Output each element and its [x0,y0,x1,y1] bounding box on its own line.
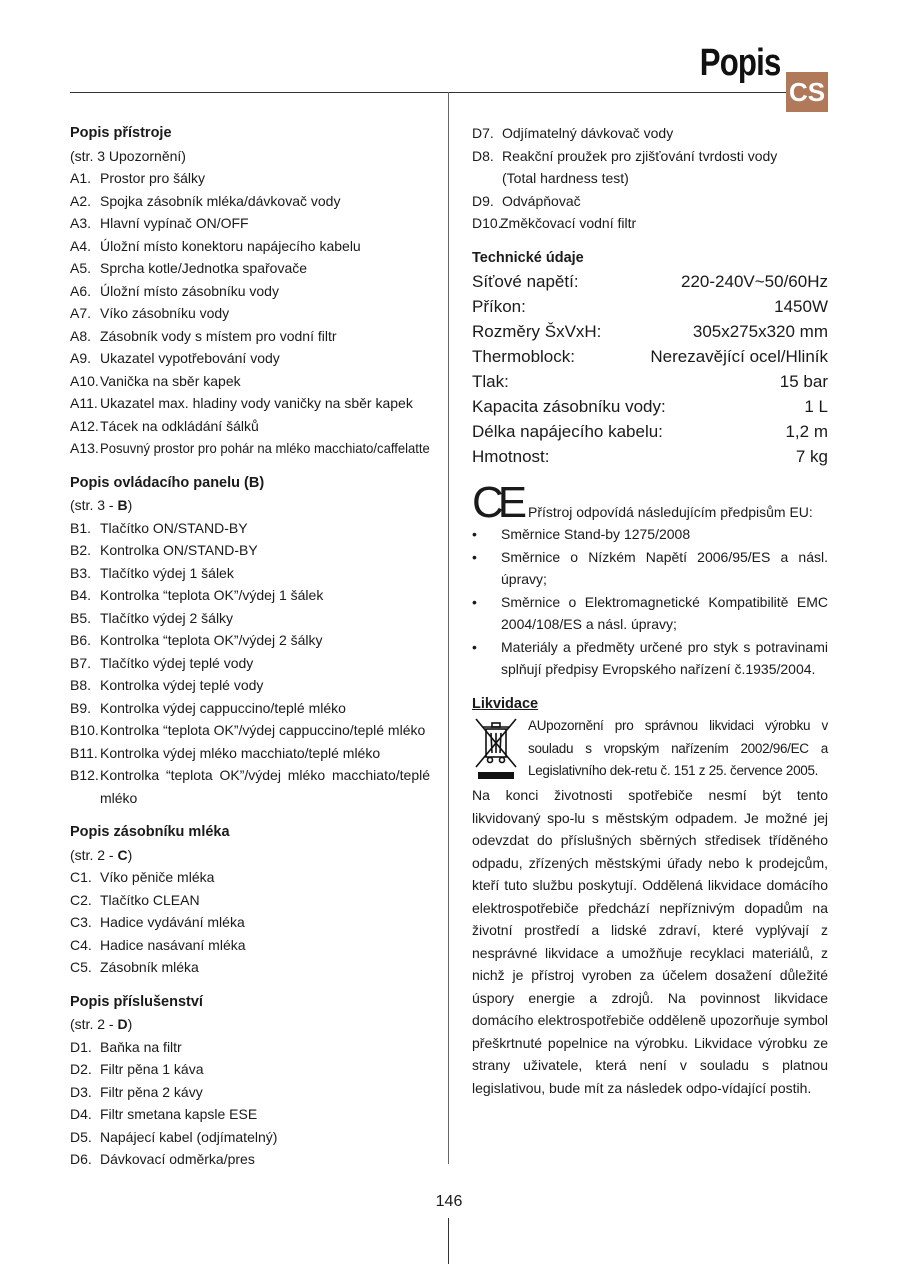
section-ref [70,844,430,867]
item-code: B6. [70,632,92,648]
item-text: Změkčovací vodní filtr [500,215,637,231]
disposal-notice: AUpozornění pro správnou likvidaci výrobku v souladu s vropským nařízením 2002/96/EC a Legislativního dek-retu č. 151 z 25. července 2005. [528,718,828,778]
list-item [70,742,430,765]
list-item [70,934,430,957]
column-divider [448,92,449,1164]
left-column [70,122,430,1171]
item-code: A8. [70,327,92,344]
directive-text: Materiály a předměty určené pro styk s potravinami splňují předpisy Evropského nařízení č.1935/2004. [501,638,828,677]
item-text: Úložní místo konektoru napájecího kabelu [100,237,361,254]
list-item [70,889,430,912]
item-code: D8. [472,147,494,164]
ce-statement [472,478,828,527]
item-code: D6. [70,1151,92,1167]
item-code: C1. [70,869,92,885]
item-code: B8. [70,677,92,693]
item-text: Hlavní vypínač ON/OFF [100,215,249,231]
footer-rule [448,1218,449,1264]
section-heading-milk-container: Popis zásobníku mléka [70,824,230,840]
item-text: Tlačítko výdej teplé vody [100,654,254,671]
list-item [70,235,430,258]
list-item [70,719,430,742]
bullet-icon: • [472,638,477,655]
spec-label: Hmotnost: [472,447,550,466]
item-code: D7. [472,125,494,141]
spec-label: Délka napájecího kabelu: [472,422,663,441]
item-code: D3. [70,1083,92,1100]
item-text: Prostor pro šálky [100,170,206,186]
control-panel-list [70,517,430,765]
item-code: A12. [70,417,99,434]
item-code: A3. [70,215,92,231]
list-item [70,584,430,607]
technical-data-table [472,269,828,469]
spec-row [472,319,828,344]
spec-label: Tlak: [472,372,509,391]
item-text: Tácek na odkládání šálků [100,417,259,434]
item-text: Ukazatel vypotřebování vody [100,350,280,366]
directive-text: Směrnice o Nízkém Napětí 2006/95/ES a násl. úpravy; [501,548,828,587]
item-text: Baňka na filtr [100,1038,182,1055]
spec-label: Kapacita zásobníku vody: [472,397,666,416]
item-code: B12. [70,767,99,783]
item-text: Tlačítko ON/STAND-BY [100,519,248,536]
spec-label: Thermoblock: [472,347,575,366]
spec-value: 1,2 m [785,422,828,441]
item-text [502,145,828,190]
spec-value: 15 bar [779,372,828,391]
list-item [70,257,430,280]
item-code: C4. [70,936,92,953]
ref-suffix: ) [127,497,133,513]
language-badge: CS [786,72,828,112]
list-item [70,347,430,370]
item-code: D5. [70,1128,92,1145]
list-item [70,629,430,652]
item-text: Kontrolka “teplota OK”/výdej cappuccino/teplé mléko [100,722,426,738]
spec-value: Nerezavějící ocel/Hliník [650,347,828,366]
item-code: A9. [70,350,92,366]
ref-letter: C [117,846,128,863]
directive-item [472,546,828,591]
list-item [70,1103,430,1126]
item-code: D10. [472,215,502,231]
spec-label: Příkon: [472,297,526,316]
item-text: Napájecí kabel (odjímatelný) [100,1128,278,1145]
item-text: Spojka zásobník mléka/dávkovač vody [100,192,341,209]
ref-letter: D [117,1016,128,1032]
item-code: A5. [70,260,92,276]
item-code: A13. [70,440,99,456]
list-item [70,517,430,540]
item-text: Sprcha kotle/Jednotka spařovače [100,260,308,276]
item-code: B1. [70,519,92,536]
item-code: A1. [70,170,92,186]
list-item [70,1058,430,1081]
list-item [70,415,430,438]
item-code: B7. [70,654,92,671]
section-ref [70,494,430,517]
item-text: Kontrolka výdej cappuccino/teplé mléko [100,699,346,716]
eu-directives-list [472,523,828,681]
spec-row [472,419,828,444]
item-text: Víko zásobníku vody [100,305,230,321]
list-item [472,122,828,145]
list-item [70,911,430,934]
ref-prefix: (str. 2 - [70,846,118,863]
item-text: Víko pěniče mléka [100,869,215,885]
spec-row [472,444,828,469]
item-code: B3. [70,564,92,581]
item-text: Filtr pěna 1 káva [100,1061,204,1077]
ref-prefix: (str. 2 - [70,1016,118,1032]
spec-value: 7 kg [795,447,828,466]
item-code: A4. [70,237,92,254]
item-text-line: Kontrolka “teplota OK”/výdej mléko macchiato/teplé [100,767,430,783]
spec-value: 1 L [804,397,828,416]
item-code: C3. [70,914,92,930]
section-heading-disposal: Likvidace [472,695,539,712]
accessories-list [70,1036,430,1171]
appliance-parts-list [70,167,430,460]
list-item [70,437,430,460]
section-heading-technical-data: Technické údaje [472,249,584,266]
bullet-icon: • [472,548,477,565]
item-text: Ukazatel max. hladiny vody vaničky na sběr kapek [100,395,413,411]
item-code: B11. [70,744,98,761]
item-code: B10. [70,722,99,738]
item-text: Hadice vydávání mléka [100,914,245,930]
section-heading-accessories: Popis příslušenství [70,993,203,1010]
item-text: Hadice nasávaní mléka [100,936,246,953]
item-text-line: Reakční proužek pro zjišťování tvrdosti vody [502,147,778,164]
item-text: Kontrolka “teplota OK”/výdej 1 šálek [100,587,324,603]
directive-text: Směrnice Stand-by 1275/2008 [501,526,691,542]
item-code: A6. [70,282,92,299]
spec-label: Rozměry ŠxVxH: [472,322,602,341]
page-number: 146 [435,1193,463,1210]
item-code: B4. [70,587,92,603]
ce-intro: Přístroj odpovídá následujícím předpisům EU: [528,504,813,520]
item-text [100,764,430,809]
item-code: A2. [70,192,92,209]
spec-row [472,269,828,294]
directive-text: Směrnice o Elektromagnetické Kompatibilitě EMC 2004/108/ES a násl. úpravy; [501,593,828,632]
right-column [472,122,828,1099]
spec-value: 220-240V~50/60Hz [681,272,828,291]
list-item [70,190,430,213]
section-heading-appliance: Popis přístroje [70,125,172,141]
item-code: C2. [70,891,92,908]
list-item [70,1148,430,1171]
item-code: B9. [70,699,92,716]
directive-item [472,636,828,681]
list-item [70,764,430,809]
list-item [472,145,828,190]
item-code: B2. [70,542,92,558]
list-item [70,1036,430,1059]
item-text: Tlačítko výdej 1 šálek [100,564,234,581]
spec-label: Síťové napětí: [472,272,579,291]
item-code: C5. [70,959,92,975]
ref-suffix: ) [127,846,133,863]
bullet-icon: • [472,593,477,610]
list-item [70,697,430,720]
list-item [70,1081,430,1104]
item-text: Dávkovací odměrka/pres [100,1151,255,1167]
item-text: Odjímatelný dávkovač vody [502,125,674,141]
item-text: Vanička na sběr kapek [100,372,241,389]
weee-crossed-bin-icon [472,715,528,784]
disposal-notice-block [472,715,828,784]
item-code: D4. [70,1106,92,1122]
disposal-body: Na konci životnosti spotřebiče nesmí být tento likvidovaný spo-lu s městským odpadem. Je možné jej odevzdat do příslušných sběrných středisek tříděného odpadu, zřízených městskými úřady nebo k prodejcům, kteří tuto službu poskytují. Oddělená likvidace domácího elektrospotřebiče předchází nepříznivým dopadům na životní prostředí a lidské zdraví, které vyplývají z nesprávné likvidace a umožňuje recyklaci materiálů, z nichž je přístroj vyroben za účelem dosažení důležité úspory energie a zdrojů. Na povinnost likvidace domácího elektrospotřebiče odděleně upozorňuje symbol přeškrtnuté popelnice na výrobku. Likvidace výrobku ze strany uživatele, která není v souladu s platnou legislativou, bude mít za následek odpo-vídající postih. [472,787,828,1096]
item-text: Zásobník vody s místem pro vodní filtr [100,327,337,344]
item-text: Úložní místo zásobníku vody [100,282,279,299]
item-text-continuation: (Total hardness test) [502,170,629,186]
item-text-continuation: mléko [100,789,138,806]
item-code: A10. [70,372,99,389]
item-text: Filtr pěna 2 kávy [100,1083,203,1100]
section-ref [70,1013,430,1036]
list-item [70,652,430,675]
ref-suffix: ) [127,1016,133,1032]
item-code: A11. [70,395,98,411]
spec-row [472,294,828,319]
spec-value: 1450W [774,297,828,316]
item-text: Tlačítko výdej 2 šálky [100,609,234,626]
spec-row [472,394,828,419]
list-item [472,212,828,235]
item-text: Zásobník mléka [100,959,199,975]
item-text: Posuvný prostor pro pohár na mléko macchiato/caffelatte [100,440,430,456]
item-text: Kontrolka výdej teplé vody [100,677,264,693]
ce-mark-icon: CE [472,478,522,527]
directive-item [472,523,828,546]
list-item [70,539,430,562]
list-item [70,392,430,415]
bullet-icon: • [472,526,477,542]
item-text: Odvápňovač [502,192,581,209]
item-code: D2. [70,1061,92,1077]
list-item [70,280,430,303]
list-item [70,1126,430,1149]
spec-row [472,344,828,369]
item-code: D1. [70,1038,92,1055]
list-item [70,956,430,979]
list-item [70,607,430,630]
directive-item [472,591,828,636]
item-text: Kontrolka ON/STAND-BY [100,542,258,558]
list-item [70,167,430,190]
ref-letter: B [117,497,128,513]
header-rule [70,92,786,93]
item-code: D9. [472,192,494,209]
item-text: Filtr smetana kapsle ESE [100,1106,258,1122]
item-code: A7. [70,305,92,321]
section-heading-control-panel: Popis ovládacího panelu (B) [70,474,265,491]
list-item [70,212,430,235]
list-item [70,562,430,585]
list-item [70,674,430,697]
left-column-content [70,122,430,1171]
list-item [472,190,828,213]
list-item [70,370,430,393]
spec-row [472,369,828,394]
item-text: Kontrolka výdej mléko macchiato/teplé mléko [100,744,381,761]
ref-prefix: (str. 3 - [70,497,118,513]
list-item [70,302,430,325]
list-item [70,325,430,348]
milk-container-list [70,866,430,979]
page-title: Popis [699,42,780,84]
list-item [70,866,430,889]
item-text: Kontrolka “teplota OK”/výdej 2 šálky [100,632,323,648]
item-text: Tlačítko CLEAN [100,891,200,908]
item-code: B5. [70,609,92,626]
section-ref: (str. 3 Upozornění) [70,147,186,164]
spec-value: 305x275x320 mm [692,322,828,341]
